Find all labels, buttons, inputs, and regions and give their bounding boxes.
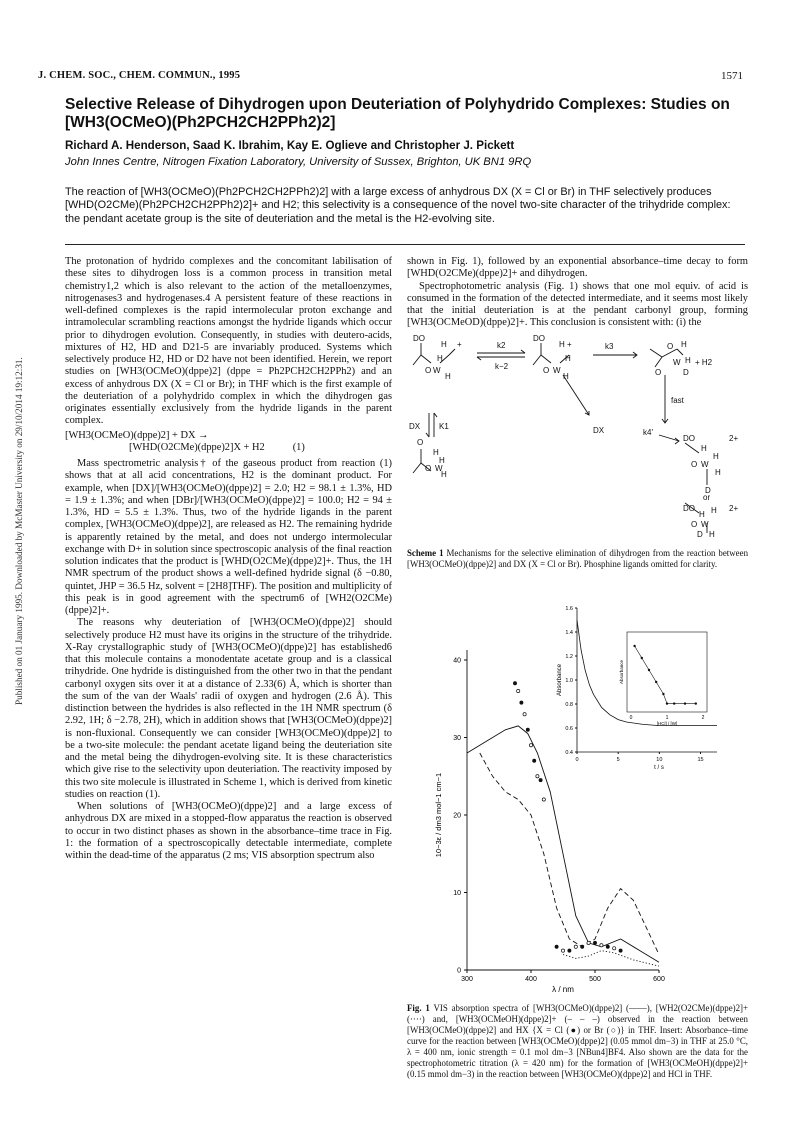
equation-1: [WH3(OCMeO)(dppe)2] + DX → [WHD(O2CMe)(dppe)2]X + H2 (1) xyxy=(65,429,305,453)
svg-text:H: H xyxy=(713,452,719,461)
data-point xyxy=(574,945,577,948)
data-point xyxy=(587,941,590,944)
svg-text:K1: K1 xyxy=(439,422,449,431)
svg-text:k2: k2 xyxy=(497,341,506,350)
data-point xyxy=(600,944,603,947)
paragraph: shown in Fig. 1), followed by an exponential absorbance–time decay to form [WHD(O2CMe)(dppe)2]+ and dihydrogen. xyxy=(407,256,748,280)
scheme-caption: Scheme 1 Mechanisms for the selective elimination of dihydrogen from the reaction between [WH3(OCMeO)(dppe)2] and DX (X = Cl or Br). Phosphine ligands omitted for clarity. xyxy=(407,548,749,569)
svg-text:H: H xyxy=(699,510,705,519)
svg-text:H: H xyxy=(715,468,721,477)
data-point xyxy=(568,949,571,952)
data-point xyxy=(606,945,609,948)
inset-y-tick-label: 1.6 xyxy=(565,606,573,612)
svg-text:O: O xyxy=(667,342,674,351)
data-point xyxy=(517,689,520,692)
svg-text:H: H xyxy=(439,456,445,465)
svg-text:+: + xyxy=(457,340,462,349)
inset-y-tick-label: 1.4 xyxy=(565,630,573,636)
svg-text:W: W xyxy=(673,358,681,367)
svg-text:H: H xyxy=(565,354,571,363)
data-point xyxy=(533,759,536,762)
svg-text:H: H xyxy=(709,530,715,539)
data-point xyxy=(593,941,596,944)
svg-text:k4': k4' xyxy=(643,428,653,437)
inset-y-tick-label: 0.6 xyxy=(565,726,573,732)
scheme-1-diagram xyxy=(407,335,748,540)
abstract-divider xyxy=(65,244,745,245)
svg-text:O: O xyxy=(417,438,424,447)
y-axis-label: 10−3ε / dm3 mol−1 cm−1 xyxy=(434,772,443,858)
svg-text:H: H xyxy=(437,354,443,363)
svg-text:W: W xyxy=(435,464,443,473)
svg-text:H: H xyxy=(559,340,565,349)
svg-text:D: D xyxy=(697,530,703,539)
figure-caption: Fig. 1 VIS absorption spectra of [WH3(OCMeO)(dppe)2] (——), [WH2(O2CMe)(dppe)2]+ (····) and, [WH3(OCMeOH)(dppe)2]+ (– – –) observed in the reaction between [WH3(OCMeO)(dppe)2] and HX {X = Cl (●) or Br (○)} in THF. Insert: Absorbance–time curve for the reaction between [WH3(OCMeO)(dppe)2] (0.05 mmol dm−3) in THF at 25.0 °C, λ = 400 nm, ionic strength = 0.1 mol dm−3 [NBun4]BF4. Also shown are the data for the spectrophotometric titration (λ = 420 nm) for the formation of [WH3(OCMeOH)(dppe)2]+ (0.15 mmol dm−3) in the reaction between [WH3(OCMeO)(dppe)2] and HCl in THF. xyxy=(407,1003,748,1079)
svg-text:H: H xyxy=(681,340,687,349)
data-point xyxy=(619,949,622,952)
data-point xyxy=(529,744,532,747)
inset-x-tick-label: 15 xyxy=(697,757,704,763)
x-tick-label: 600 xyxy=(653,976,665,983)
svg-text:W: W xyxy=(701,460,709,469)
data-point xyxy=(561,949,564,952)
inset-y-tick-label: 0.4 xyxy=(565,750,573,756)
x-axis-label: λ / nm xyxy=(552,985,574,994)
series-line-2 xyxy=(563,951,659,967)
titration-x-label: [HCl] / [W] xyxy=(656,721,678,726)
paragraph: Spectrophotometric analysis (Fig. 1) shows that one mol equiv. of acid is consumed in the formation of the detected intermediate, and it seems most likely that the initial deuteriation is at the pendant carbonyl group, forming [WH3(OCMeOD)(dppe)2]+. This conclusion is consistent with: (i) the xyxy=(407,280,748,329)
right-column xyxy=(407,256,748,330)
inset-x-tick-label: 10 xyxy=(656,757,663,763)
authors: Richard A. Henderson, Saad K. Ibrahim, Kay E. Oglieve and Christopher J. Pickett xyxy=(65,139,515,152)
scheme-label: DO xyxy=(413,335,425,343)
svg-text:O: O xyxy=(655,368,662,377)
svg-text:2+: 2+ xyxy=(729,434,739,443)
svg-text:W: W xyxy=(433,366,441,375)
svg-text:DO: DO xyxy=(683,504,695,513)
y-tick-label: 30 xyxy=(453,735,461,742)
y-tick-label: 20 xyxy=(453,812,461,820)
svg-text:k3: k3 xyxy=(605,342,614,351)
svg-text:H: H xyxy=(441,340,447,349)
data-point xyxy=(581,945,584,948)
svg-text:D: D xyxy=(705,486,711,495)
titration-tick-label: 0 xyxy=(629,715,633,721)
data-point xyxy=(523,713,526,716)
series-line-1 xyxy=(467,726,659,962)
svg-text:D: D xyxy=(683,368,689,377)
svg-text:H: H xyxy=(445,372,451,381)
data-point xyxy=(526,728,529,731)
svg-text:H: H xyxy=(433,448,439,457)
data-point xyxy=(555,945,558,948)
series-line-3 xyxy=(480,753,659,955)
svg-text:O: O xyxy=(691,520,698,529)
svg-text:O: O xyxy=(691,460,698,469)
inset-x-tick-label: 5 xyxy=(616,757,620,763)
svg-text:DX: DX xyxy=(409,422,421,431)
svg-text:fast: fast xyxy=(671,396,684,405)
inset-y-axis-label: Absorbance xyxy=(557,663,563,697)
y-tick-label: 10 xyxy=(453,890,461,897)
y-tick-label: 0 xyxy=(457,967,461,975)
paragraph: The reasons why deuteriation of [WH3(OCMeO)(dppe)2] should selectively produce H2 must have its origins in the structure of the trihydride. X-Ray crystallographic study of [WH3(OCMeO)(dppe)2] has established6 that this molecule contains a monodentate acetate group and is a classical trihydride. One hydride is distinguished from the other two in that the pendant carbonyl oxygen sits over it at a distance of 2.33(6) Å, which is shorter than the sum of the van der Waals' radii of oxygen and hydrogen (2.6 Å). This distinction between the hydrides is also reflected in the 1H NMR spectrum (δ 2.92, 1H; δ −2.78, 2H), which in addition shows that [WH3(OCMeO)(dppe)2] is non-fluxional. Consequently we can consider [WH3(OCMeO)(dppe)2] to be a two-site molecule: the pendant acetate ligand being the deuteriation site and the metal being the dihydrogen-evolving site. It is these characteristics which give rise to the selectivity upon deuteriation. The reactivity imposed by this two site molecule is illustrated in Scheme 1, which is derived from kinetic studies on reaction (1). xyxy=(65,617,392,800)
svg-text:2+: 2+ xyxy=(729,504,739,513)
data-point xyxy=(542,798,545,801)
svg-text:k−2: k−2 xyxy=(495,362,509,371)
inset-y-tick-label: 1.2 xyxy=(565,654,573,660)
paragraph: The protonation of hydrido complexes and the concomitant labilisation of these sites to dihydrogen loss is a common process in transition metal chemistry1,2 which is also relevant to the action of the metalloenzymes, nitrogenases3 and hydrogenases.4 A persistent feature of these reactions in well-defined complexes is the rapid intermolecular proton exchange and intramolecular scrambling reactions amongst the hydride ligands which occur prior to dihydrogen evolution. Consequently, in studies with deutero-acids, mixtures of H2, HD and D21-5 are invariably produced. Systems which selectively produce H2, HD or D2 have not been identified. Herein, we report studies on [WH3(OCMeO)(dppe)2] (dppe = Ph2PCH2CH2PPh2) and an excess of anhydrous DX (X = Cl or Br); in THF which is the first example of the deuteriation of a polyhydrido complex in which the dihydrogen gas originates essentially exclusively from the hydride ligands in the parent complex. xyxy=(65,256,392,427)
svg-text:DX: DX xyxy=(593,426,605,435)
svg-text:O: O xyxy=(543,366,550,375)
titration-y-label: Absorbance xyxy=(619,659,624,685)
data-point xyxy=(536,775,539,778)
svg-text:W: W xyxy=(553,366,561,375)
main-series xyxy=(467,682,659,966)
page-number: 1571 xyxy=(721,70,743,82)
data-point xyxy=(539,779,542,782)
x-tick-label: 500 xyxy=(589,976,601,983)
svg-text:+ H2: + H2 xyxy=(695,358,713,367)
left-column xyxy=(65,256,392,862)
svg-text:O: O xyxy=(425,464,432,473)
inset-x-axis-label: t / s xyxy=(654,765,664,771)
titration-inset-frame xyxy=(627,632,707,712)
svg-text:H: H xyxy=(441,470,447,479)
svg-text:O: O xyxy=(425,366,432,375)
inset-x-tick-label: 0 xyxy=(575,757,579,763)
article-title: Selective Release of Dihydrogen upon Deuteriation of Polyhydrido Complexes: Studies on [WH3(OCMeO)(Ph2PCH2CH2PPh2)2] xyxy=(65,96,730,131)
svg-text:DO: DO xyxy=(533,335,545,343)
paragraph: Mass spectrometric analysis† of the gaseous product from reaction (1) shows that at all acid concentrations, H2 is the dominant product. For example, when [DX]/[WH3(OCMeO)(dppe)2] = 2.0; H2 = 98.1 ± 1.3%, HD = 1.9 ± 1.3%; and when [DBr]/[WH3(OCMeO)(dppe)2] = 100.0; H2 = 94 ± 1.3%, HD = 5.5 ± 1.3%. Thus, two of the hydride ligands in the parent complex, [WH3(OCMeO)(dppe)2], are released as H2. The remaining hydride is apparently retained by the metal, and does not undergo intermolecular exchange with D+ in solution since spectroscopic analysis of the final reaction solution indicates that the product is [WHD(O2CMe)(dppe)2]+. Thus, the 1H NMR spectrum of the product shows a well-defined hydride signal (δ −0.80, quintet, JHP = 36.5 Hz, solvent = [2H8]THF). The position and multiplicity of this peak is in good agreement with the spectrum6 of [WH2(O2CMe)(dppe)2]+. xyxy=(65,458,392,616)
data-point xyxy=(613,947,616,950)
publication-side-note: Published on 01 January 1995. Downloaded by McMaster University on 29/10/2014 19:12:31. xyxy=(14,357,24,705)
titration-tick-label: 2 xyxy=(701,715,705,721)
abstract: The reaction of [WH3(OCMeO)(Ph2PCH2CH2PPh2)2] with a large excess of anhydrous DX (X = Cl or Br) in THF selectively produces [WHD(O2CMe)(Ph2PCH2CH2PPh2)2]+ and H2; this selectivity is a consequence of the novel two-site character of the trihydride complex: the pendant acetate group is the site of deuteriation and the metal is the H2-evolving site. xyxy=(65,186,731,225)
svg-text:H: H xyxy=(711,506,717,515)
svg-text:H: H xyxy=(701,444,707,453)
data-point xyxy=(513,682,516,685)
svg-text:or: or xyxy=(703,493,711,502)
svg-text:W: W xyxy=(701,520,709,529)
affiliation: John Innes Centre, Nitrogen Fixation Laboratory, University of Sussex, Brighton, UK BN1 9RQ xyxy=(65,156,532,168)
inset-y-tick-label: 0.8 xyxy=(565,702,573,708)
x-tick-label: 300 xyxy=(461,976,473,983)
x-tick-label: 400 xyxy=(525,976,537,983)
y-tick-label: 40 xyxy=(453,657,461,665)
svg-text:+: + xyxy=(567,340,572,349)
paragraph: When solutions of [WH3(OCMeO)(dppe)2] and a large excess of anhydrous DX are mixed in a stopped-flow apparatus the reaction is observed to occur in two distinct phases as shown in the absorbance–time trace in Fig. 1: the formation of a spectroscopically detectable intermediate, complete within the dead-time of the apparatus (2 ms; VIS absorption spectrum also xyxy=(65,801,392,861)
inset-chart xyxy=(557,606,717,771)
figure-1-chart xyxy=(407,592,748,1002)
svg-text:H: H xyxy=(685,356,691,365)
inset-y-tick-label: 1.0 xyxy=(565,678,573,684)
svg-text:H: H xyxy=(563,372,569,381)
running-head: J. CHEM. SOC., CHEM. COMMUN., 1995 xyxy=(38,70,241,81)
data-point xyxy=(520,701,523,704)
svg-text:DO: DO xyxy=(683,434,695,443)
titration-tick-label: 1 xyxy=(665,715,669,721)
